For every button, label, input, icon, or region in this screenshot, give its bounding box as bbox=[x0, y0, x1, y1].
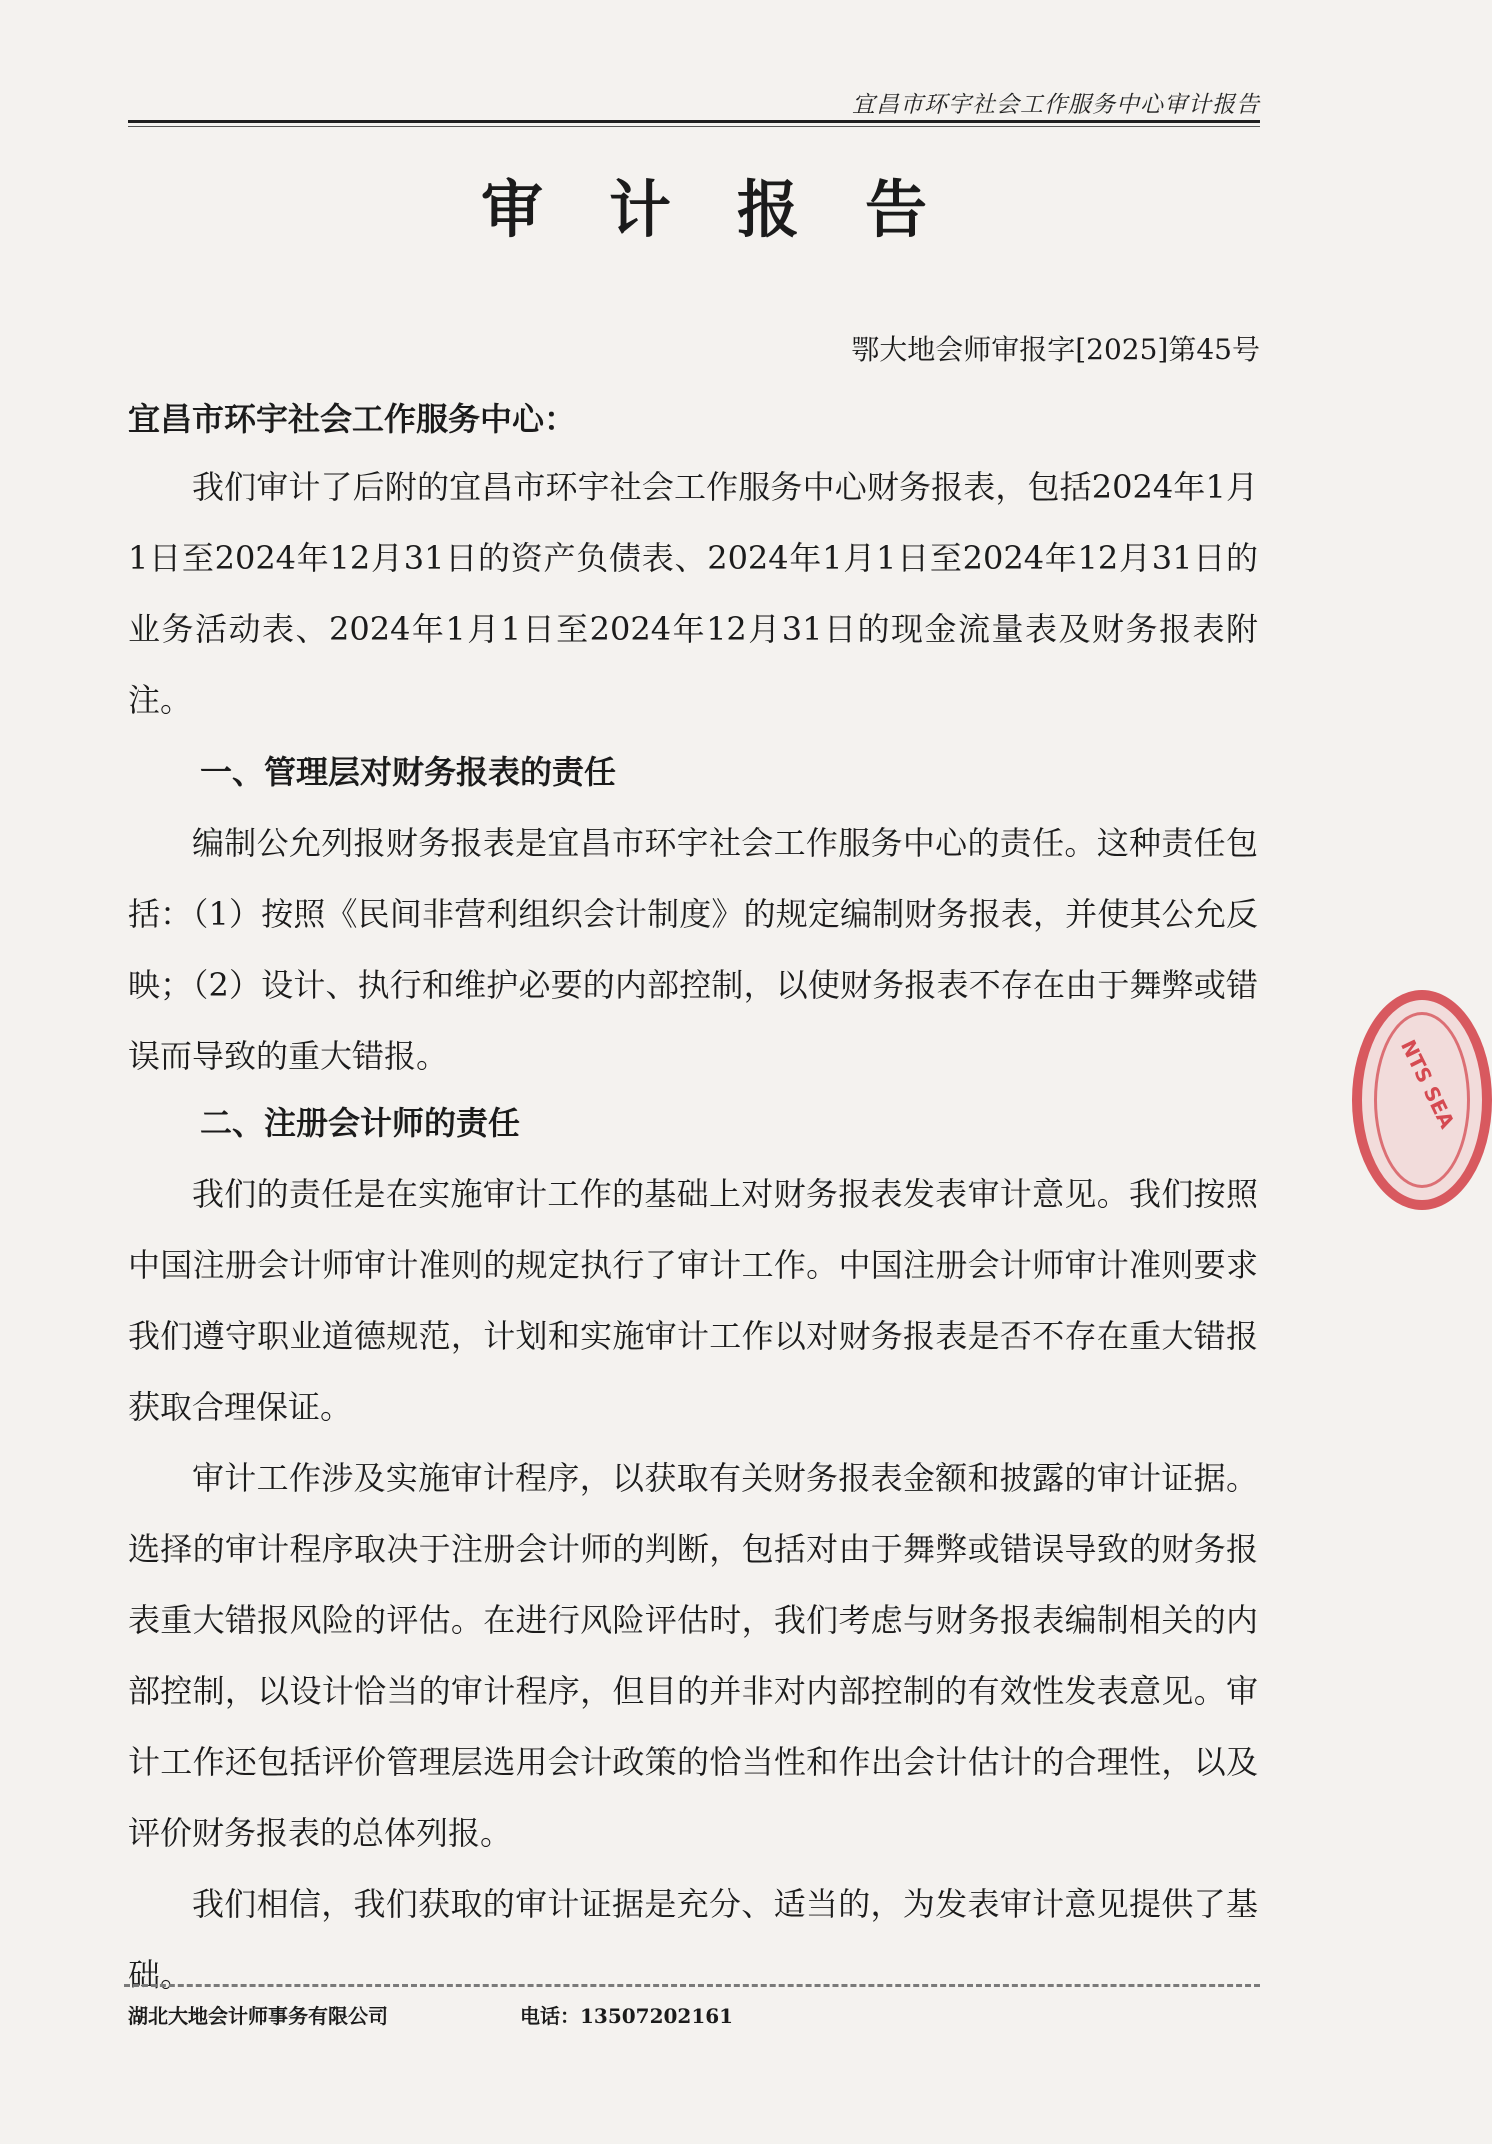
report-title: 审计报告 bbox=[480, 173, 993, 246]
section1-heading: 一、管理层对财务报表的责任 bbox=[200, 753, 617, 791]
intro-paragraph: 我们审计了后附的宜昌市环宇社会工作服务中心财务报表，包括2024年1月1日至2024年12月31日的资产负债表、2024年1月1日至2024年12月31日的业务活动表、2024年1月1日至2024年12月31日的现金流量表及财务报表附注。 bbox=[128, 468, 1258, 719]
footer-dashed-rule bbox=[124, 1984, 1260, 1987]
header-rule-thin bbox=[128, 126, 1260, 127]
seal-text: NTS SEA bbox=[1395, 1035, 1460, 1133]
addressee: 宜昌市环宇社会工作服务中心： bbox=[128, 400, 577, 438]
section2-paragraph-1: 我们的责任是在实施审计工作的基础上对财务报表发表审计意见。我们按照中国注册会计师审计准则的规定执行了审计工作。中国注册会计师审计准则要求我们遵守职业道德规范，计划和实施审计工作以对财务报表是否不存在重大错报获取合理保证。 bbox=[128, 1175, 1258, 1426]
footer-firm-name: 湖北大地会计师事务有限公司 bbox=[128, 2004, 388, 2028]
intro-block bbox=[128, 452, 1258, 736]
section2-heading: 二、注册会计师的责任 bbox=[200, 1104, 521, 1142]
section2-paragraph-3: 我们相信，我们获取的审计证据是充分、适当的，为发表审计意见提供了基础。 bbox=[128, 1885, 1258, 1994]
section-auditor-responsibility bbox=[128, 1088, 1258, 2011]
footer-phone: 电话：13507202161 bbox=[520, 2004, 734, 2028]
header-rule-thick bbox=[128, 120, 1260, 123]
section2-paragraph-2: 审计工作涉及实施审计程序，以获取有关财务报表金额和披露的审计证据。选择的审计程序取决于注册会计师的判断，包括对由于舞弊或错误导致的财务报表重大错报风险的评估。在进行风险评估时，我们考虑与财务报表编制相关的内部控制，以设计恰当的审计程序，但目的并非对内部控制的有效性发表意见。审计工作还包括评价管理层选用会计政策的恰当性和作出会计估计的合理性，以及评价财务报表的总体列报。 bbox=[128, 1459, 1258, 1852]
section1-paragraph: 编制公允列报财务报表是宜昌市环宇社会工作服务中心的责任。这种责任包括：（1）按照《民间非营利组织会计制度》的规定编制财务报表，并使其公允反映；（2）设计、执行和维护必要的内部控制，以使财务报表不存在由于舞弊或错误而导致的重大错报。 bbox=[128, 824, 1258, 1075]
company-seal-stamp bbox=[1352, 990, 1492, 1210]
report-reference-number: 鄂大地会师审报字[2025]第45号 bbox=[851, 333, 1260, 366]
running-header: 宜昌市环宇社会工作服务中心审计报告 bbox=[852, 92, 1260, 118]
section-management-responsibility bbox=[128, 737, 1258, 1092]
